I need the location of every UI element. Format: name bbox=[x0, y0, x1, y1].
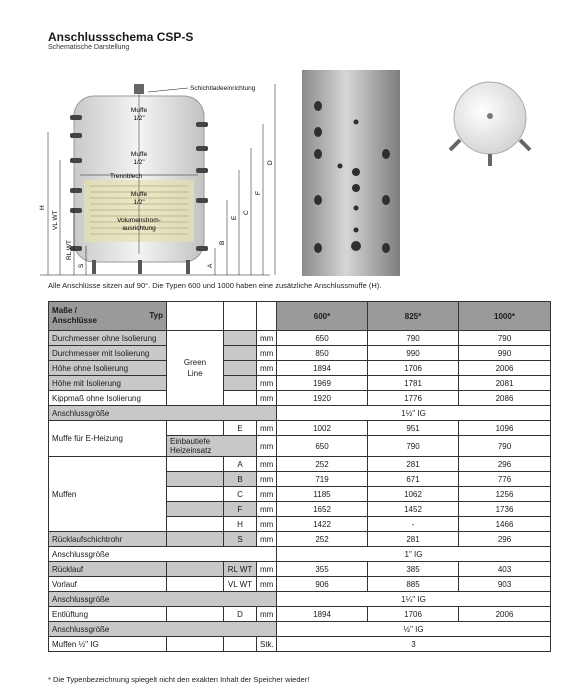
table-cell: mm bbox=[257, 502, 277, 517]
table-cell: Muffen bbox=[49, 457, 167, 532]
table-cell bbox=[257, 302, 277, 331]
table-cell bbox=[167, 607, 224, 622]
table-cell: 1894 bbox=[277, 361, 368, 376]
diagram-label: Volumenstrom- bbox=[117, 217, 161, 224]
table-row bbox=[49, 361, 551, 376]
diagram-label: S bbox=[78, 263, 85, 268]
table-cell: Kippmaß ohne Isolierung bbox=[49, 391, 167, 406]
table-cell: mm bbox=[257, 472, 277, 487]
table-cell: Stk. bbox=[257, 637, 277, 652]
table-cell: mm bbox=[257, 457, 277, 472]
table-row bbox=[49, 346, 551, 361]
table-cell: 1002 bbox=[277, 421, 368, 436]
table-cell bbox=[167, 457, 224, 472]
table-cell: 790 bbox=[368, 436, 459, 457]
diagram-label: E bbox=[231, 215, 238, 220]
table-cell: 990 bbox=[459, 346, 551, 361]
table-cell: F bbox=[224, 502, 257, 517]
table-row bbox=[49, 421, 551, 436]
table-cell: 1776 bbox=[368, 391, 459, 406]
footnote: * Die Typenbezeichnung spiegelt nicht den exakten Inhalt der Speicher wieder! bbox=[48, 675, 310, 684]
table-cell bbox=[167, 517, 224, 532]
table-cell: 1736 bbox=[459, 502, 551, 517]
table-cell: S bbox=[224, 532, 257, 547]
table-cell bbox=[167, 487, 224, 502]
table-row bbox=[49, 391, 551, 406]
table-cell: 1920 bbox=[277, 391, 368, 406]
table-cell: 1466 bbox=[459, 517, 551, 532]
label-schichtlade: Schichtladeeinrichtung bbox=[190, 85, 256, 92]
table-row bbox=[49, 331, 551, 346]
table-cell: 2006 bbox=[459, 361, 551, 376]
table-cell bbox=[167, 532, 224, 547]
diagram-label: 1/2" bbox=[133, 115, 145, 122]
table-cell: Vorlauf bbox=[49, 577, 167, 592]
table-row bbox=[49, 607, 551, 622]
table-cell: Anschlussgröße bbox=[49, 547, 277, 562]
table-header-row bbox=[49, 302, 551, 331]
table-cell: mm bbox=[257, 346, 277, 361]
table-cell: Anschlussgröße bbox=[49, 592, 277, 607]
table-cell: 1062 bbox=[368, 487, 459, 502]
table-cell: - bbox=[368, 517, 459, 532]
table-cell: 990 bbox=[368, 346, 459, 361]
table-cell: 790 bbox=[368, 331, 459, 346]
diagram-label: Muffe bbox=[130, 151, 148, 158]
page-subtitle: Schematische Darstellung bbox=[48, 44, 130, 51]
diagram-caption: Alle Anschlüsse sitzen auf 90°. Die Typen 600 und 1000 haben eine zusätzliche Anschlussmuffe (H). bbox=[48, 281, 382, 290]
table-row bbox=[49, 376, 551, 391]
table-cell bbox=[167, 502, 224, 517]
table-cell: Entlüftung bbox=[49, 607, 167, 622]
table-cell bbox=[167, 577, 224, 592]
table-cell: 1¼" IG bbox=[277, 592, 551, 607]
table-cell: mm bbox=[257, 562, 277, 577]
table-cell: mm bbox=[257, 391, 277, 406]
table-cell: 252 bbox=[277, 457, 368, 472]
table-cell: 1256 bbox=[459, 487, 551, 502]
table-cell: 790 bbox=[459, 331, 551, 346]
table-cell: 355 bbox=[277, 562, 368, 577]
table-cell: 2081 bbox=[459, 376, 551, 391]
table-cell: Maße / Anschlüsse Typ bbox=[49, 302, 167, 331]
table-cell: E bbox=[224, 421, 257, 436]
table-cell: H bbox=[224, 517, 257, 532]
table-cell: 1" IG bbox=[277, 547, 551, 562]
tank-diagrams bbox=[40, 70, 560, 280]
diagram-label: 1/2" bbox=[133, 199, 145, 206]
table-cell: 296 bbox=[459, 457, 551, 472]
diagram-label: H bbox=[39, 205, 46, 210]
diagram-label: D bbox=[267, 160, 274, 165]
table-cell: Anschlussgröße bbox=[49, 406, 277, 421]
table-cell: Höhe ohne Isolierung bbox=[49, 361, 167, 376]
table-row bbox=[49, 457, 551, 472]
table-cell: 850 bbox=[277, 346, 368, 361]
diagram-label: B bbox=[219, 240, 226, 245]
table-cell: VL WT bbox=[224, 577, 257, 592]
table-cell: mm bbox=[257, 376, 277, 391]
table-cell: 951 bbox=[368, 421, 459, 436]
table-cell: 719 bbox=[277, 472, 368, 487]
table-cell bbox=[224, 346, 257, 361]
table-cell: Durchmesser mit Isolierung bbox=[49, 346, 167, 361]
table-cell: 1706 bbox=[368, 607, 459, 622]
table-cell: 296 bbox=[459, 532, 551, 547]
table-cell: 825* bbox=[368, 302, 459, 331]
table-cell: Höhe mit Isolierung bbox=[49, 376, 167, 391]
table-row bbox=[49, 532, 551, 547]
table-cell: 1185 bbox=[277, 487, 368, 502]
tank-top-view bbox=[450, 82, 530, 166]
table-cell: Muffe für E-Heizung bbox=[49, 421, 167, 457]
table-cell: 385 bbox=[368, 562, 459, 577]
table-cell bbox=[224, 302, 257, 331]
tank-schematic bbox=[39, 84, 275, 275]
diagram-label: Muffe bbox=[130, 191, 148, 198]
table-cell: 281 bbox=[368, 532, 459, 547]
table-cell: 2006 bbox=[459, 607, 551, 622]
table-cell: 650 bbox=[277, 436, 368, 457]
table-cell: 403 bbox=[459, 562, 551, 577]
table-cell: 671 bbox=[368, 472, 459, 487]
diagram-label: ausrichtung bbox=[122, 225, 156, 232]
table-cell: mm bbox=[257, 421, 277, 436]
table-cell: A bbox=[224, 457, 257, 472]
table-cell: Anschlussgröße bbox=[49, 622, 277, 637]
table-cell bbox=[167, 472, 224, 487]
diagram-label: Muffe bbox=[130, 107, 148, 114]
table-cell: Durchmesser ohne Isolierung bbox=[49, 331, 167, 346]
table-row bbox=[49, 577, 551, 592]
table-cell: mm bbox=[257, 331, 277, 346]
table-cell: Einbautiefe Heizeinsatz bbox=[167, 436, 257, 457]
table-cell: 1096 bbox=[459, 421, 551, 436]
table-cell: Muffen ½" IG bbox=[49, 637, 167, 652]
table-cell: 281 bbox=[368, 457, 459, 472]
table-row bbox=[49, 406, 551, 421]
table-cell bbox=[167, 637, 224, 652]
table-cell: 1652 bbox=[277, 502, 368, 517]
table-cell: 1706 bbox=[368, 361, 459, 376]
table-cell: 885 bbox=[368, 577, 459, 592]
table-row bbox=[49, 622, 551, 637]
table-cell: Rücklauf bbox=[49, 562, 167, 577]
table-cell: mm bbox=[257, 577, 277, 592]
table-cell: 1969 bbox=[277, 376, 368, 391]
table-cell: Green Line bbox=[167, 331, 224, 406]
table-cell: RL WT bbox=[224, 562, 257, 577]
table-cell: 1422 bbox=[277, 517, 368, 532]
page-title: Anschlussschema CSP-S bbox=[48, 30, 194, 44]
table-cell: 600* bbox=[277, 302, 368, 331]
table-cell: 1½" IG bbox=[277, 406, 551, 421]
diagram-label: C bbox=[243, 210, 250, 215]
table-cell: mm bbox=[257, 517, 277, 532]
table-cell: mm bbox=[257, 361, 277, 376]
table-cell: Rücklaufschichtrohr bbox=[49, 532, 167, 547]
diagram-label: 1/2" bbox=[133, 159, 145, 166]
diagram-label: VL WT bbox=[52, 210, 59, 230]
table-cell: 1781 bbox=[368, 376, 459, 391]
table-cell: mm bbox=[257, 436, 277, 457]
table-cell: 903 bbox=[459, 577, 551, 592]
spec-table bbox=[48, 301, 551, 652]
table-cell: ½" IG bbox=[277, 622, 551, 637]
diagram-label: Trennblech bbox=[110, 173, 143, 180]
diagram-label: F bbox=[255, 191, 262, 195]
table-cell: C bbox=[224, 487, 257, 502]
table-cell: mm bbox=[257, 487, 277, 502]
table-cell: 2086 bbox=[459, 391, 551, 406]
table-row bbox=[49, 592, 551, 607]
table-cell bbox=[224, 361, 257, 376]
table-cell: D bbox=[224, 607, 257, 622]
table-cell bbox=[224, 376, 257, 391]
table-cell bbox=[224, 331, 257, 346]
table-cell: 1452 bbox=[368, 502, 459, 517]
table-cell bbox=[224, 637, 257, 652]
tank-photo-front bbox=[302, 70, 400, 276]
table-cell: 252 bbox=[277, 532, 368, 547]
table-row bbox=[49, 637, 551, 652]
table-cell: 1894 bbox=[277, 607, 368, 622]
table-cell bbox=[224, 391, 257, 406]
diagram-label: RL WT bbox=[66, 240, 73, 260]
table-cell: 906 bbox=[277, 577, 368, 592]
table-cell: 790 bbox=[459, 436, 551, 457]
table-cell: mm bbox=[257, 607, 277, 622]
table-cell: 650 bbox=[277, 331, 368, 346]
table-cell: 3 bbox=[277, 637, 551, 652]
table-cell: B bbox=[224, 472, 257, 487]
table-cell: 1000* bbox=[459, 302, 551, 331]
table-cell bbox=[167, 421, 224, 436]
table-cell bbox=[167, 562, 224, 577]
table-cell: 776 bbox=[459, 472, 551, 487]
table-row bbox=[49, 547, 551, 562]
table-row bbox=[49, 562, 551, 577]
diagram-label: A bbox=[207, 263, 214, 268]
table-cell: mm bbox=[257, 532, 277, 547]
table-cell bbox=[167, 302, 224, 331]
